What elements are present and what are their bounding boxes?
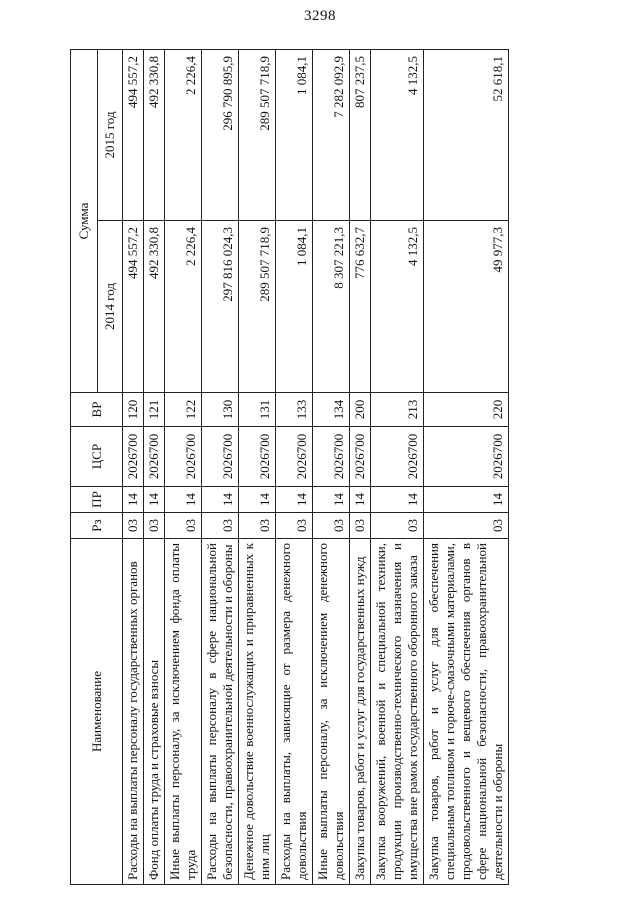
row-name: Иные выплаты персоналу, за исключением фонда оплаты труда: [165, 539, 202, 885]
row-csr: 2026700: [313, 427, 350, 487]
row-csr: 2026700: [239, 427, 276, 487]
row-vr: 220: [424, 393, 509, 427]
row-pr: 14: [165, 487, 202, 513]
row-csr: 2026700: [350, 427, 371, 487]
row-sum-2015: 492 330,8: [144, 50, 165, 221]
table-row: [313, 50, 350, 885]
row-rz: 03: [424, 513, 509, 539]
header-name: Наименование: [71, 539, 123, 885]
header-csr: ЦСР: [71, 427, 123, 487]
rotated-table-container: [70, 50, 610, 885]
row-sum-2015: 296 790 895,9: [202, 50, 239, 221]
row-vr: 130: [202, 393, 239, 427]
row-vr: 120: [123, 393, 144, 427]
row-sum-2014: 2 226,4: [165, 221, 202, 393]
header-sum: Сумма: [71, 50, 98, 393]
row-sum-2015: 494 557,2: [123, 50, 144, 221]
row-sum-2015: 289 507 718,9: [239, 50, 276, 221]
table-row: [123, 50, 144, 885]
table-row: [165, 50, 202, 885]
row-pr: 14: [202, 487, 239, 513]
header-row: [71, 50, 98, 885]
row-rz: 03: [350, 513, 371, 539]
row-rz: 03: [144, 513, 165, 539]
row-name: Расходы на выплаты персоналу в сфере национальной безопасности, правоохранительной деятельности и обороны: [202, 539, 239, 885]
row-sum-2015: 4 132,5: [371, 50, 424, 221]
row-csr: 2026700: [165, 427, 202, 487]
header-vr: ВР: [71, 393, 123, 427]
row-csr: 2026700: [371, 427, 424, 487]
row-sum-2015: 1 084,1: [276, 50, 313, 221]
row-sum-2014: 297 816 024,3: [202, 221, 239, 393]
row-sum-2015: 807 237,5: [350, 50, 371, 221]
row-pr: 14: [123, 487, 144, 513]
row-vr: 121: [144, 393, 165, 427]
header-2015: 2015 год: [98, 50, 123, 221]
row-rz: 03: [123, 513, 144, 539]
row-pr: 14: [350, 487, 371, 513]
table-row: [276, 50, 313, 885]
header-rz: Рз: [71, 513, 123, 539]
row-csr: 2026700: [276, 427, 313, 487]
row-rz: 03: [371, 513, 424, 539]
row-name: Расходы на выплаты, зависящие от размера денежного довольствия: [276, 539, 313, 885]
row-csr: 2026700: [144, 427, 165, 487]
table-row: [424, 50, 509, 885]
row-name: Иные выплаты персоналу, за исключением денежного довольствия: [313, 539, 350, 885]
row-csr: 2026700: [202, 427, 239, 487]
row-sum-2014: 289 507 718,9: [239, 221, 276, 393]
row-pr: 14: [371, 487, 424, 513]
budget-table: [70, 49, 509, 885]
row-rz: 03: [202, 513, 239, 539]
row-vr: 213: [371, 393, 424, 427]
row-rz: 03: [313, 513, 350, 539]
row-name: Расходы на выплаты персоналу государственных органов: [123, 539, 144, 885]
row-vr: 200: [350, 393, 371, 427]
row-pr: 14: [276, 487, 313, 513]
row-csr: 2026700: [424, 427, 509, 487]
row-sum-2014: 8 307 221,3: [313, 221, 350, 393]
row-vr: 134: [313, 393, 350, 427]
row-sum-2015: 2 226,4: [165, 50, 202, 221]
row-name: Закупка товаров, работ и услуг для обеспечения специальным топливом и горюче-смазочными материалами, продовольственного и вещевого обеспечения органов в сфере национальной безопасности, правоохранительной деятельности и обороны: [424, 539, 509, 885]
page-number: 3298: [304, 8, 336, 24]
table-row: [144, 50, 165, 885]
row-vr: 122: [165, 393, 202, 427]
table-row: [239, 50, 276, 885]
row-sum-2014: 494 557,2: [123, 221, 144, 393]
row-pr: 14: [239, 487, 276, 513]
row-name: Денежное довольствие военнослужащих и приравненных к ним лиц: [239, 539, 276, 885]
row-rz: 03: [276, 513, 313, 539]
row-name: Закупка товаров, работ и услуг для государственных нужд: [350, 539, 371, 885]
row-vr: 133: [276, 393, 313, 427]
row-vr: 131: [239, 393, 276, 427]
row-pr: 14: [313, 487, 350, 513]
row-sum-2014: 49 977,3: [424, 221, 509, 393]
header-2014: 2014 год: [98, 221, 123, 393]
row-name: Фонд оплаты труда и страховые взносы: [144, 539, 165, 885]
table-row: [371, 50, 424, 885]
row-sum-2014: 492 330,8: [144, 221, 165, 393]
row-pr: 14: [144, 487, 165, 513]
row-rz: 03: [165, 513, 202, 539]
row-sum-2014: 1 084,1: [276, 221, 313, 393]
row-csr: 2026700: [123, 427, 144, 487]
row-sum-2015: 52 618,1: [424, 50, 509, 221]
header-pr: ПР: [71, 487, 123, 513]
row-sum-2015: 7 282 092,9: [313, 50, 350, 221]
row-sum-2014: 776 632,7: [350, 221, 371, 393]
row-sum-2014: 4 132,5: [371, 221, 424, 393]
table-row: [350, 50, 371, 885]
row-name: Закупка вооружений, военной и специальной техники, продукции производственно-технического назначения и имущества вне рамок государственного оборонного заказа: [371, 539, 424, 885]
row-rz: 03: [239, 513, 276, 539]
row-pr: 14: [424, 487, 509, 513]
table-row: [202, 50, 239, 885]
